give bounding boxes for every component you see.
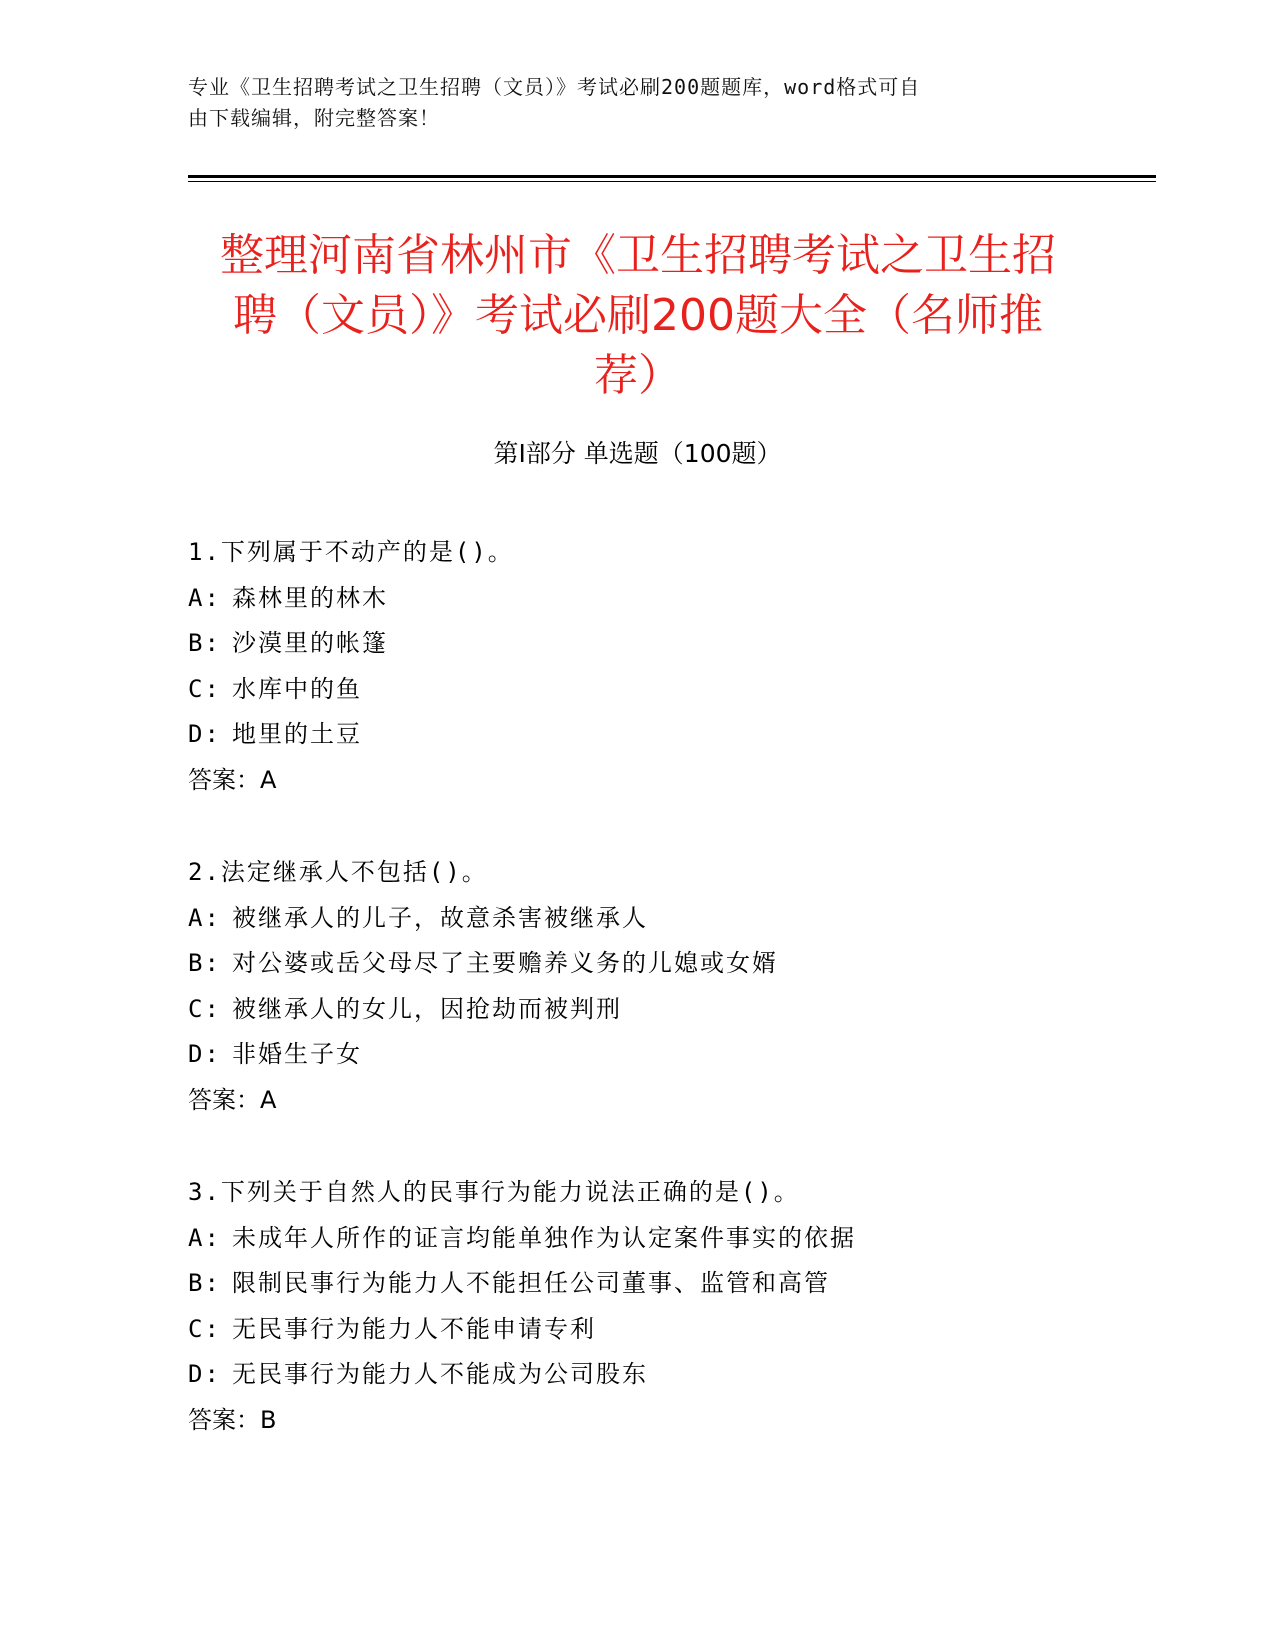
option-text: 对公婆或岳父母尽了主要赡养义务的儿媳或女婿 bbox=[232, 949, 778, 977]
option-d bbox=[188, 1352, 1148, 1398]
answer: 答案：A bbox=[188, 765, 277, 794]
header-note bbox=[188, 72, 1088, 134]
question-stem: 2.法定继承人不包括()。 bbox=[188, 858, 488, 886]
option-key: A: bbox=[188, 583, 221, 612]
option-text: 限制民事行为能力人不能担任公司董事、监管和高管 bbox=[232, 1269, 830, 1297]
option-d bbox=[188, 712, 1148, 758]
option-key: D: bbox=[188, 720, 221, 748]
answer: 答案：A bbox=[188, 1085, 277, 1114]
question-3 bbox=[188, 1170, 1148, 1443]
option-a bbox=[188, 896, 1148, 942]
question-1 bbox=[188, 530, 1148, 803]
option-key: D: bbox=[188, 1360, 221, 1388]
option-key: A: bbox=[188, 1223, 221, 1252]
option-text: 水库中的鱼 bbox=[232, 674, 362, 703]
option-c bbox=[188, 1307, 1148, 1353]
document-title-line-2: 聘（文员）》考试必刷200题大全（名师推 bbox=[233, 290, 1043, 341]
question-list bbox=[188, 530, 1148, 1490]
option-d bbox=[188, 1032, 1148, 1078]
question-2 bbox=[188, 850, 1148, 1123]
option-b bbox=[188, 621, 1148, 667]
header-note-line-1: 专业《卫生招聘考试之卫生招聘（文员）》考试必刷200题题库，word格式可自 bbox=[188, 75, 921, 99]
option-a bbox=[188, 576, 1148, 622]
option-c bbox=[188, 667, 1148, 713]
header-note-line-2: 由下载编辑，附完整答案！ bbox=[188, 106, 440, 130]
question-stem: 3.下列关于自然人的民事行为能力说法正确的是()。 bbox=[188, 1178, 800, 1206]
header-divider-thin bbox=[188, 181, 1156, 182]
option-text: 沙漠里的帐篷 bbox=[232, 629, 388, 657]
option-text: 无民事行为能力人不能成为公司股东 bbox=[232, 1360, 648, 1388]
header-divider-thick bbox=[188, 175, 1156, 178]
option-key: B: bbox=[188, 629, 221, 657]
option-text: 无民事行为能力人不能申请专利 bbox=[232, 1314, 596, 1343]
option-text: 地里的土豆 bbox=[232, 720, 362, 748]
answer: 答案：B bbox=[188, 1405, 277, 1434]
document-title-line-1: 整理河南省林州市《卫生招聘考试之卫生招 bbox=[220, 230, 1056, 281]
option-key: C: bbox=[188, 1314, 221, 1343]
question-stem: 1.下列属于不动产的是()。 bbox=[188, 538, 514, 566]
option-b bbox=[188, 1261, 1148, 1307]
option-key: C: bbox=[188, 994, 221, 1023]
option-text: 被继承人的儿子，故意杀害被继承人 bbox=[232, 903, 648, 932]
option-text: 被继承人的女儿，因抢劫而被判刑 bbox=[232, 994, 622, 1023]
option-c bbox=[188, 987, 1148, 1033]
section-heading: 第Ⅰ部分 单选题（100题） bbox=[493, 439, 782, 468]
option-key: A: bbox=[188, 903, 221, 932]
option-text: 森林里的林木 bbox=[232, 583, 388, 612]
option-key: C: bbox=[188, 674, 221, 703]
option-text: 未成年人所作的证言均能单独作为认定案件事实的依据 bbox=[232, 1223, 856, 1252]
option-key: B: bbox=[188, 949, 221, 977]
option-key: B: bbox=[188, 1269, 221, 1297]
option-b bbox=[188, 941, 1148, 987]
document-title-line-3: 荐） bbox=[594, 350, 682, 401]
option-key: D: bbox=[188, 1040, 221, 1068]
document-title bbox=[188, 226, 1088, 406]
option-a bbox=[188, 1216, 1148, 1262]
option-text: 非婚生子女 bbox=[232, 1040, 362, 1068]
